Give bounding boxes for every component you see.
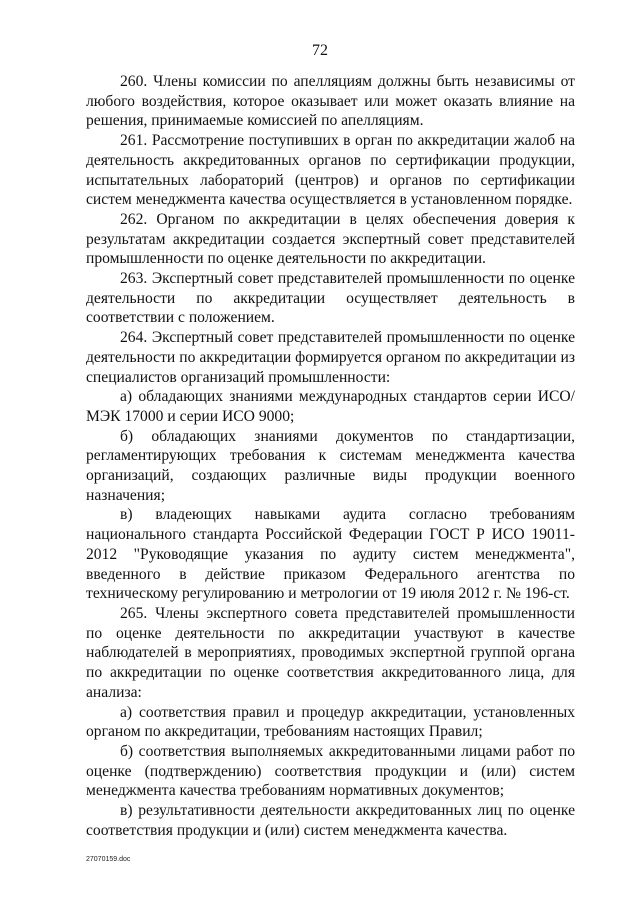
paragraph-265-b: б) соответствия выполняемых аккредитованными лицами работ по оценке (подтверждению) соответствия продукции и (или) систем менеджмента качества требованиям нормативных документов; (86, 742, 575, 800)
paragraph-265: 265. Члены экспертного совета представителей промышленности по оценке деятельности по аккредитации участвуют в качестве наблюдателей в мероприятиях, проводимых экспертной группой органа по аккредитации по оценке соответствия аккредитованного лица, для анализа: (86, 604, 575, 701)
page-number: 72 (312, 42, 328, 59)
file-name-footer: 27070159.doc (86, 856, 131, 863)
paragraph-264: 264. Экспертный совет представителей промышленности по оценке деятельности по аккредитации формируется органом по аккредитации из специалистов организаций промышленности: (86, 329, 575, 386)
paragraph-263: 263. Экспертный совет представителей промышленности по оценке деятельности по аккредитации осуществляет деятельность в соответствии с положением. (86, 270, 575, 327)
paragraph-264-b: б) обладающих знаниями документов по стандартизации, регламентирующих требования к системам менеджмента качества организаций, создающих различные виды продукции военного назначения; (86, 427, 575, 504)
document-body (86, 72, 575, 840)
paragraph-261: 261. Рассмотрение поступивших в орган по аккредитации жалоб на деятельность аккредитованных органов по сертификации продукции, испытательных лабораторий (центров) и органов по сертификации систем менеджмента качества осуществляется в установленном порядке. (86, 132, 575, 209)
paragraph-265-a: а) соответствия правил и процедур аккредитации, установленных органом по аккредитации, требованиям настоящих Правил; (86, 703, 575, 741)
paragraph-264-a: а) обладающих знаниями международных стандартов серии ИСО/МЭК 17000 и серии ИСО 9000; (86, 388, 575, 425)
paragraph-264-v: в) владеющих навыками аудита согласно требованиям национального стандарта Российской Федерации ГОСТ Р ИСО 19011-2012 "Руководящие указания по аудиту систем менеджмента", введенного в действие приказом Федерального агентства по техническому регулированию и метрологии от 19 июля 2012 г. № 196-ст. (86, 506, 575, 603)
paragraph-265-v: в) результативности деятельности аккредитованных лиц по оценке соответствия продукции и (или) систем менеджмента качества. (86, 802, 575, 839)
paragraph-260: 260. Члены комиссии по апелляциям должны быть независимы от любого воздействия, которое оказывает или может оказать влияние на решения, принимаемые комиссией по апелляциям. (86, 73, 575, 130)
paragraph-262: 262. Органом по аккредитации в целях обеспечения доверия к результатам аккредитации создается экспертный совет представителей промышленности по оценке деятельности по аккредитации. (86, 210, 575, 268)
